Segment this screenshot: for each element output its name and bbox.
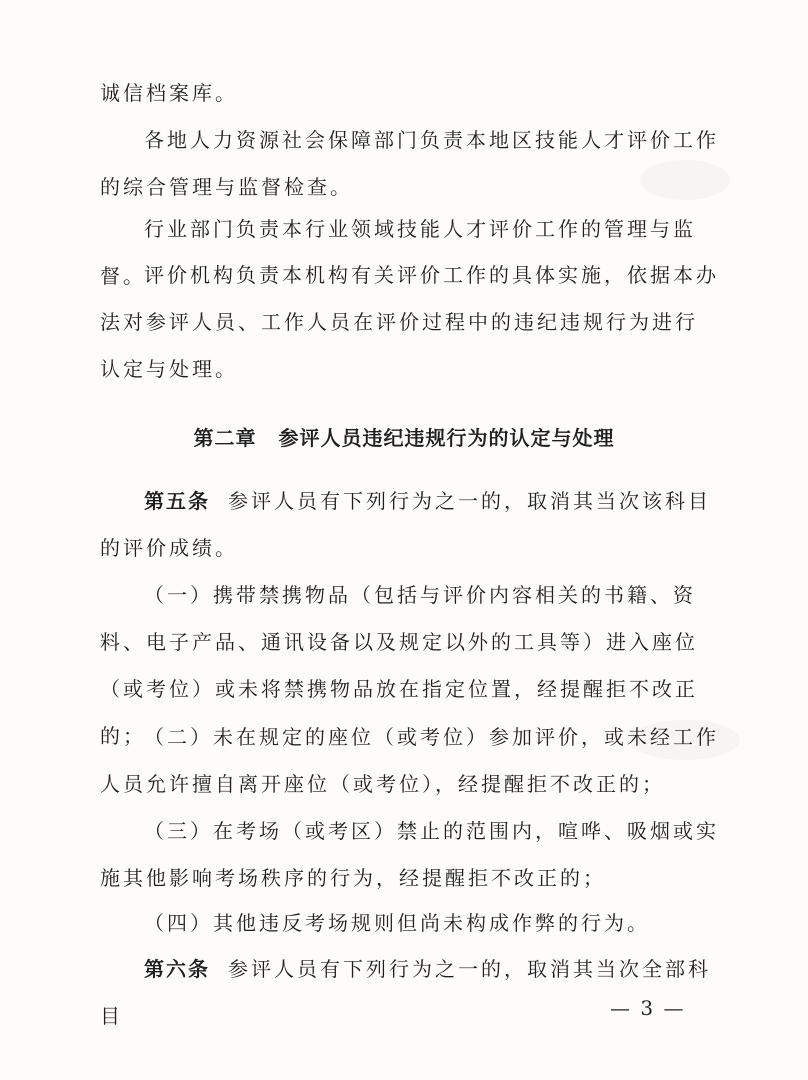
chapter-title: 参评人员违纪违规行为的认定与处理 <box>278 426 615 450</box>
article-5-label: 第五条 <box>144 489 210 513</box>
article-5 <box>100 478 720 572</box>
paragraph-continuation: 诚信档案库。 <box>100 81 238 105</box>
chapter-number: 第二章 <box>193 426 257 450</box>
article-5-item-3: （三）在考场（或考区）禁止的范围内，喧哗、吸烟或实施其他影响考场秩序的行为，经提醒拒不改正的； <box>100 819 719 890</box>
page-number: — 3 — <box>610 996 686 1020</box>
article-5-item-4: （四）其他违反考场规则但尚未构成作弊的行为。 <box>144 911 650 935</box>
article-5-item-2: （二）未在规定的座位（或考位）参加评价，或未经工作人员允许擅自离开座位（或考位），经提醒拒不改正的； <box>100 725 719 796</box>
article-6 <box>100 946 720 1040</box>
article-5-item-1: （一）携带禁携物品（包括与评价内容相关的书籍、资料、电子产品、通讯设备以及规定以外的工具等）进入座位（或考位）或未将禁携物品放在指定位置，经提醒拒不改正的； <box>100 583 698 748</box>
paragraph-industry-departments: 行业部门负责本行业领域技能人才评价工作的管理与监督。 <box>100 217 696 288</box>
chapter-heading <box>0 422 808 451</box>
article-6-text: 参评人员有下列行为之一的，取消其当次全部科目 <box>100 957 711 1028</box>
paragraph-evaluation-institutions: 评价机构负责本机构有关评价工作的具体实施，依据本办法对参评人员、工作人员在评价过程中的违纪违规行为进行认定与处理。 <box>100 263 719 381</box>
article-6-label: 第六条 <box>144 957 210 981</box>
article-5-text: 参评人员有下列行为之一的，取消其当次该科目的评价成绩。 <box>100 489 711 560</box>
paragraph-local-hr-departments: 各地人力资源社会保障部门负责本地区技能人才评价工作的综合管理与监督检查。 <box>100 128 719 199</box>
